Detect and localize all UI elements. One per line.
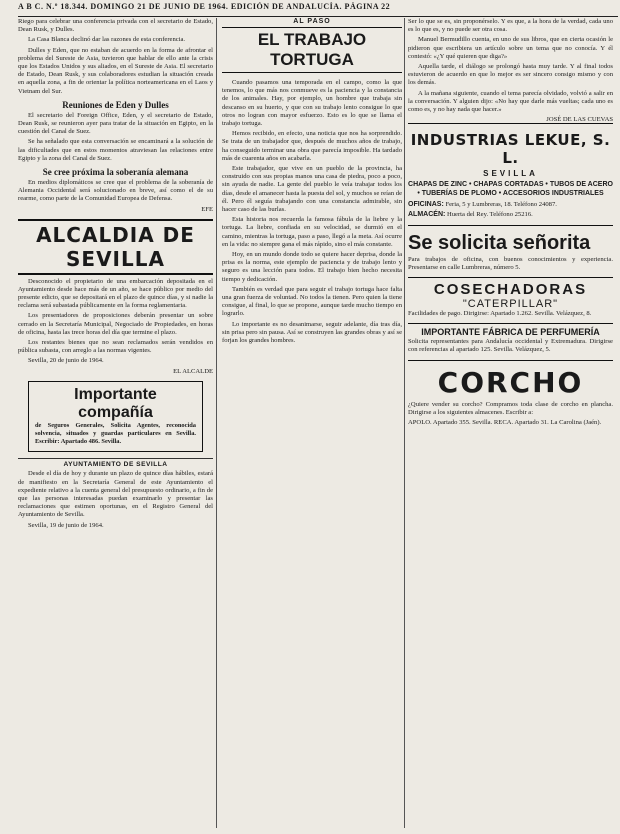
corcho-ad <box>408 360 613 433</box>
cosechadoras-title: COSECHADORAS <box>433 281 588 299</box>
article-paragraph: Esta historia nos recuerda la famosa fábula de la liebre y la tortuga. La liebre, confiada en su velocidad, se durmió en el camino, mientras la tortuga, paso a paso, llegó a la meta. Así ocurre en la vida: no siempre gana el más rápido, sino el más constante. <box>222 216 402 248</box>
article-paragraph: Manuel Bermudillo cuenta, en uno de sus libros, que en cierta ocasión le pidieron que escribiera un artículo sobre un tema que no conocía. Y él contestó: «¿Y qué quieren que diga?» <box>408 36 613 60</box>
perfumeria-title: IMPORTANTE FÁBRICA DE PERFUMERÍA <box>421 327 600 338</box>
alcaldia-heading: ALCALDIA DE SEVILLA <box>18 219 213 275</box>
article-paragraph: Cuando pasamos una temporada en el campo, como la que tenemos, lo que más nos conmueve es la paciencia y la constancia de los animales. Hay, por ejemplo, un hombre que trabaja sin descanso en su huerto, y que con su trabajo lento consigue lo que otros no logran con mayor esfuerzo. Esto es lo que se llama el trabajo tortuga. <box>222 79 402 128</box>
column-middle <box>222 18 402 830</box>
senorita-text: Para trabajos de oficina, con buenos conocimientos y experiencia. Presentarse en calle Lumbreras, número 5. <box>408 255 613 271</box>
edict-date: Sevilla, 20 de junio de 1964. <box>28 357 104 365</box>
article-paragraph: Hemos recibido, en efecto, una noticia que nos ha sorprendido. Se trata de un trabajador que, después de muchos años de trabajo, ha conseguido terminar una obra que parecía imposible. Ha tardado más de cuarenta años en acabarla. <box>222 130 402 162</box>
column-divider-1 <box>216 18 217 828</box>
edict-paragraph: Desconocido el propietario de una embarcación depositada en el Ayuntamiento desde hace más de un año, se hace público por medio del presente edicto, que se depositará en el plazo de quince días, y si nadie la reclama será subastada públicamente en la forma reglamentaria. <box>18 277 213 310</box>
column-right <box>408 18 613 830</box>
corcho-address: APOLO. Apartado 355. Sevilla. RECA. Apartado 31. La Carolina (Jaén). <box>408 419 602 427</box>
author-signature: JOSÉ DE LAS CUEVAS <box>546 116 613 124</box>
perfumeria-text: Solicita representantes para Andalucía occidental y Extremadura. Dirigirse con referencias al apartado 125. Sevilla. Velázquez, 5. <box>408 338 613 354</box>
article-paragraph: A la mañana siguiente, cuando el tema parecía olvidado, volvió a salir en la conversación. Y alguien dijo: «No hay que darle más vueltas; cada uno es como es, y no hay nada que hacer.» <box>408 89 613 114</box>
lekue-city: SEVILLA <box>483 169 538 179</box>
lekue-products: CHAPAS DE ZINC • CHAPAS CORTADAS • TUBOS DE ACERO • TUBERÍAS DE PLOMO • ACCESORIOS INDUSTRIALES <box>408 181 613 198</box>
senorita-ad <box>408 225 613 277</box>
article-paragraph: Riego para celebrar una conferencia privada con el secretario de Estado, Dean Rusk, y Dulles. <box>18 18 213 34</box>
cosechadoras-text: Facilidades de pago. Dirigirse: Apartado 1.262. Sevilla. Velázquez, 8. <box>408 310 592 318</box>
ayuntamiento-heading: AYUNTAMIENTO DE SEVILLA <box>18 458 213 468</box>
article-paragraph: Hoy, en un mundo donde todo se quiere hacer deprisa, donde la prisa es la norma, este ejemplo de paciencia y de trabajo lento y seguro es una lección para todos. El trabajo bien hecho necesita tiempo y dedicación. <box>222 251 402 283</box>
article-paragraph: Lo importante es no desanimarse, seguir adelante, día tras día, sin prisa pero sin pausa. Así se construyen las grandes obras y así se forjan los grandes hombres. <box>222 320 402 345</box>
header-rule <box>18 16 618 17</box>
article-paragraph: Dulles y Eden, que no estaban de acuerdo en la forma de afrontar el problema del Sureste de Asia, tuvieron que hablar de ello ante la crisis que los Estados Unidos y sus aliados, en el Sureste de Asia. El secretario de Estado, Dean Rusk, y sus colaboradores estudian la situación creada en aquella zona, a fin de orientar la política norteamericana en el Laos y Vietnam del Sur. <box>18 46 213 95</box>
edict-paragraph: Los restantes bienes que no sean reclamados serán vendidos en pública subasta, con arreglo a las normas vigentes. <box>18 339 213 355</box>
article-paragraph: Ser lo que se es, sin proponérselo. Y es que, a la hora de la verdad, cada uno es lo que es, y no puede ser otra cosa. <box>408 18 613 34</box>
article-paragraph: También es verdad que para seguir el trabajo tortuga hace falta una gran fuerza de voluntad. No todos la tienen. Pero quien la tiene consigue, al final, lo que se propone, aunque tarde mucho tiempo en lograrlo. <box>222 285 402 318</box>
subheading-eden-dulles: Reuniones de Eden y Dulles <box>62 99 169 110</box>
corcho-text: ¿Quiere vender su corcho? Compramos toda clase de corcho en plancha. Dirigirse a los siguientes almacenes. Escribir a: <box>408 400 613 416</box>
almacen-label: ALMACÉN: <box>408 211 446 219</box>
oficinas-address: Feria, 5 y Lumbreras, 18. Teléfono 24087. <box>445 201 557 209</box>
column-divider-2 <box>404 18 405 828</box>
article-paragraph: Este trabajador, que vive en un pueblo de la provincia, ha construido con sus propias manos una casa de piedra, poco a poco, sin ayuda de nadie. La gente del pueblo le veía trabajar todos los días, desde el amanecer hasta la puesta del sol, y muchos se reían de él. Pero él seguía trabajando con una constancia admirable, sin hacer caso de las burlas. <box>222 165 402 214</box>
article-paragraph: Aquella tarde, el diálogo se prolongó hasta muy tarde. Y al final todos estuvieron de acuerdo en que lo mejor es ser sincero consigo mismo y con los demás. <box>408 63 613 87</box>
lekue-ad <box>408 123 613 224</box>
article-paragraph: Se ha señalado que esta conversación se encaminará a la solución de las dificultades que en estos momentos atraviesan las relaciones entre Egipto y la zona del Canal de Suez. <box>18 138 213 162</box>
senorita-title: Se solicita señorita <box>408 231 591 254</box>
almacen-address: Huerta del Rey. Teléfono 25216. <box>446 211 533 219</box>
article-title: EL TRABAJO TORTUGA <box>222 27 402 73</box>
insurance-ad <box>28 381 203 453</box>
perfumeria-ad <box>408 323 613 359</box>
article-paragraph: La Casa Blanca declinó dar las razones de esta conferencia. <box>28 36 186 44</box>
section-label: AL PASO <box>293 18 331 25</box>
edict-signature: EL ALCALDE <box>173 367 213 375</box>
column-left <box>18 18 213 830</box>
oficinas-label: OFICINAS: <box>408 201 444 209</box>
edict-paragraph: Los presentadores de proposiciones deberán presentar un sobre cerrado en la Secretaría Municipal, Negociado de Propiedades, en horas de oficina, hasta las trece horas del día que termine el plazo. <box>18 312 213 336</box>
article-paragraph: El secretario del Foreign Office, Eden, y el secretario de Estado, Dean Rusk, se reunieron ayer para tratar de la situación en Egipto, en la cuestión del Canal de Suez. <box>18 111 213 136</box>
page-header: A B C. N.º 18.344. DOMINGO 21 DE JUNIO DE 1964. EDICIÓN DE ANDALUCÍA. PÁGINA 22 <box>18 2 391 11</box>
subheading-soberania: Se cree próxima la soberanía alemana <box>42 167 189 178</box>
agency-credit: EFE <box>201 205 213 213</box>
article-paragraph: En medios diplomáticos se cree que el problema de la soberanía de Alemania Occidental será solucionado en breve, así como el de su rearme, como parte de la Comunidad Europea de Defensa. <box>18 179 213 203</box>
cosechadoras-ad <box>408 277 613 323</box>
insurance-ad-text: de Seguros Generales, Solicita Agentes, reconocida solvencia, situados y guardas particulares en Sevilla. Escribir: Apartado 486. Sevilla. <box>35 421 196 446</box>
notice-date: Sevilla, 19 de junio de 1964. <box>28 521 104 529</box>
caterpillar-brand: "CATERPILLAR" <box>462 298 559 311</box>
lekue-title: INDUSTRIAS LEKUE, S. L. <box>410 131 611 168</box>
notice-paragraph: Desde el día de hoy y durante un plazo de quince días hábiles, estará de manifiesto en la Secretaría General de este Ayuntamiento el expediente relativo a la cuenta general del presupuesto ordinario, a fin de que las personas interesadas puedan examinarlo y presentar las reclamaciones que estimen oportunas, en el Registro General del Ayuntamiento de Sevilla. <box>18 470 213 519</box>
insurance-ad-title: Importante compañía <box>74 385 157 421</box>
corcho-title: CORCHO <box>437 365 584 399</box>
